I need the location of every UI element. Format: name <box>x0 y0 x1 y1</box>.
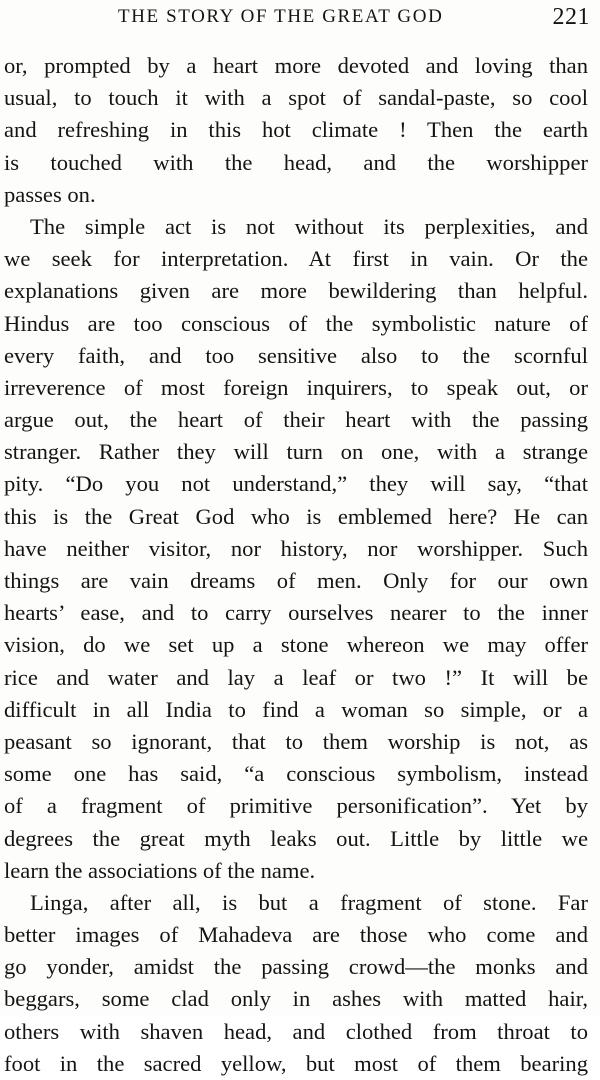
text-line: things are vain dreams of men. Only for our own <box>4 568 588 593</box>
text-line: and refreshing in this hot climate ! Then the earth <box>4 117 588 143</box>
text-line: of a fragment of primitive personification”. Yet by <box>4 793 588 819</box>
text-line: The simple act is not without its perplexities, and <box>30 213 588 239</box>
text-line: hearts’ ease, and to carry ourselves nearer to the inner <box>4 600 588 626</box>
text-line: irreverence of most foreign inquirers, to speak out, or <box>4 374 588 400</box>
text-line: rice and water and lay a leaf or two !” It will be <box>4 664 588 690</box>
text-line: better images of Mahadeva are those who come and <box>4 922 588 948</box>
text-line: foot in the sacred yellow, but most of them bearing <box>4 1050 588 1076</box>
running-header <box>0 4 600 34</box>
text-line: others with shaven head, and clothed from throat to <box>4 1018 588 1044</box>
text-line: usual, to touch it with a spot of sandal-paste, so cool <box>4 85 588 111</box>
text-line: degrees the great myth leaks out. Little by little we <box>4 825 588 851</box>
page-number: 221 <box>552 4 590 30</box>
paragraph-1 <box>4 50 588 211</box>
running-title: THE STORY OF THE GREAT GOD <box>118 6 444 27</box>
text-line: go yonder, amidst the passing crowd—the monks and <box>4 954 588 980</box>
text-line: difficult in all India to find a woman so simple, or a <box>4 696 588 722</box>
text-line: is touched with the head, and the worshipper <box>4 149 588 175</box>
text-line: argue out, the heart of their heart with the passing <box>4 407 588 433</box>
text-line: beggars, some clad only in ashes with matted hair, <box>4 986 588 1012</box>
text-line: peasant so ignorant, that to them worship is not, as <box>4 728 588 754</box>
text-line: passes on. <box>4 181 96 207</box>
text-line: vision, do we set up a stone whereon we may offer <box>4 632 588 658</box>
paragraph-2 <box>4 211 588 887</box>
text-line: or, prompted by a heart more devoted and loving than <box>4 53 588 78</box>
text-line: Linga, after all, is but a fragment of stone. Far <box>30 889 588 915</box>
text-line: we seek for interpretation. At first in vain. Or the <box>4 246 588 272</box>
text-line: have neither visitor, nor history, nor worshipper. Such <box>4 535 588 561</box>
text-line: this is the Great God who is emblemed here? He can <box>4 503 588 529</box>
text-line: some one has said, “a conscious symbolism, instead <box>4 761 588 787</box>
text-line: every faith, and too sensitive also to the scornful <box>4 342 588 368</box>
paragraph-3 <box>4 887 588 1080</box>
text-line: explanations given are more bewildering than helpful. <box>4 278 588 304</box>
text-line: stranger. Rather they will turn on one, with a strange <box>4 439 588 465</box>
body-text <box>4 50 588 1080</box>
text-line: learn the associations of the name. <box>4 857 316 883</box>
text-line: Hindus are too conscious of the symbolistic nature of <box>4 310 588 336</box>
text-line: pity. “Do you not understand,” they will say, “that <box>4 471 588 497</box>
